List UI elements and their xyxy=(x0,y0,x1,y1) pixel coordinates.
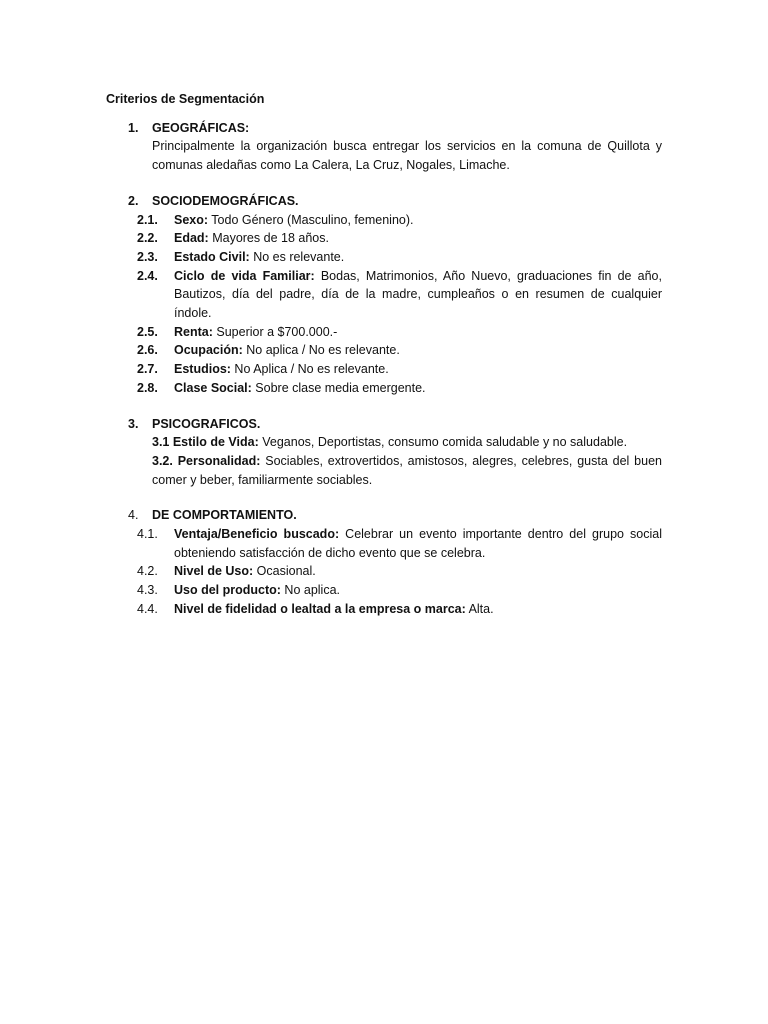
item-label: 3.1 Estilo de Vida: xyxy=(152,435,259,450)
list-item xyxy=(106,267,662,323)
section-psicograficos xyxy=(106,415,662,490)
list-item xyxy=(106,341,662,360)
item-label: Estudios: xyxy=(174,362,231,377)
section-title: SOCIODEMOGRÁFICAS. xyxy=(152,193,299,208)
list-item xyxy=(106,248,662,267)
item-number: 2.7. xyxy=(137,362,158,377)
item-text: Alta. xyxy=(465,601,494,616)
list-item xyxy=(106,229,662,248)
section-title: GEOGRÁFICAS: xyxy=(152,120,250,135)
section-title: DE COMPORTAMIENTO. xyxy=(152,508,297,523)
section-paragraph: Principalmente la organización busca entregar los servicios en la comuna de Quillota y comunas aledañas como La Calera, La Cruz, Nogales, Limache. xyxy=(152,139,662,173)
list-item xyxy=(106,452,662,489)
list-item xyxy=(106,211,662,230)
list-item xyxy=(106,525,662,562)
item-text: Veganos, Deportistas, consumo comida saludable y no saludable. xyxy=(258,435,628,450)
section-geograficas xyxy=(106,119,662,175)
list-item xyxy=(106,360,662,379)
item-label: Edad: xyxy=(174,231,209,246)
document-content xyxy=(106,90,662,636)
item-label: Ventaja/Beneficio buscado: xyxy=(174,527,340,542)
item-number: 2.5. xyxy=(137,324,158,339)
item-text: Mayores de 18 años. xyxy=(208,231,329,246)
item-label: Ocupación: xyxy=(174,343,243,358)
section-comportamiento xyxy=(106,506,662,618)
section-sociodemograficas xyxy=(106,192,662,398)
item-text: No es relevante. xyxy=(249,249,345,264)
item-number: 2.8. xyxy=(137,380,158,395)
item-number: 2.1. xyxy=(137,212,158,227)
item-label: Ciclo de vida Familiar: xyxy=(174,268,315,283)
item-number: 2.4. xyxy=(137,268,158,283)
section-title: PSICOGRAFICOS. xyxy=(152,416,261,431)
section-number: 1. xyxy=(128,120,139,135)
item-number: 4.1. xyxy=(137,527,158,542)
section-number: 2. xyxy=(128,193,139,208)
item-number: 2.3. xyxy=(137,249,158,264)
item-label: Nivel de fidelidad o lealtad a la empresa o marca: xyxy=(174,601,466,616)
item-text: Bodas, Matrimonios, Año Nuevo, graduaciones fin de año, Bautizos, día del padre, día de la madre, cumpleaños o en resumen de cualquier índole. xyxy=(174,268,662,321)
item-label: Nivel de Uso: xyxy=(174,564,254,579)
section-number: 4. xyxy=(128,508,139,523)
list-item xyxy=(106,323,662,342)
item-label: 3.2. Personalidad: xyxy=(152,453,261,468)
document-title: Criterios de Segmentación xyxy=(106,92,265,106)
item-text: No aplica / No es relevante. xyxy=(242,343,400,358)
item-text: No Aplica / No es relevante. xyxy=(230,362,389,377)
item-text: Celebrar un evento importante dentro del grupo social obteniendo satisfacción de dicho evento que se celebra. xyxy=(174,527,663,560)
item-text: Superior a $700.000.- xyxy=(212,324,338,339)
item-number: 2.2. xyxy=(137,231,158,246)
item-text: No aplica. xyxy=(280,583,341,598)
item-text: Ocasional. xyxy=(253,564,316,579)
item-label: Sexo: xyxy=(174,212,209,227)
item-text: Sobre clase media emergente. xyxy=(251,380,426,395)
item-number: 4.4. xyxy=(137,601,158,616)
item-label: Renta: xyxy=(174,324,213,339)
item-label: Clase Social: xyxy=(174,380,252,395)
section-number: 3. xyxy=(128,416,139,431)
list-item xyxy=(106,562,662,581)
item-number: 4.3. xyxy=(137,583,158,598)
item-number: 4.2. xyxy=(137,564,158,579)
item-label: Estado Civil: xyxy=(174,249,250,264)
item-number: 2.6. xyxy=(137,343,158,358)
list-item xyxy=(106,581,662,600)
list-item xyxy=(106,379,662,398)
item-text: Sociables, extrovertidos, amistosos, alegres, celebres, gusta del buen comer y beber, familiarmente sociables. xyxy=(152,453,662,487)
item-text: Todo Género (Masculino, femenino). xyxy=(208,212,414,227)
list-item xyxy=(106,433,662,452)
list-item xyxy=(106,600,662,619)
item-label: Uso del producto: xyxy=(174,583,281,598)
